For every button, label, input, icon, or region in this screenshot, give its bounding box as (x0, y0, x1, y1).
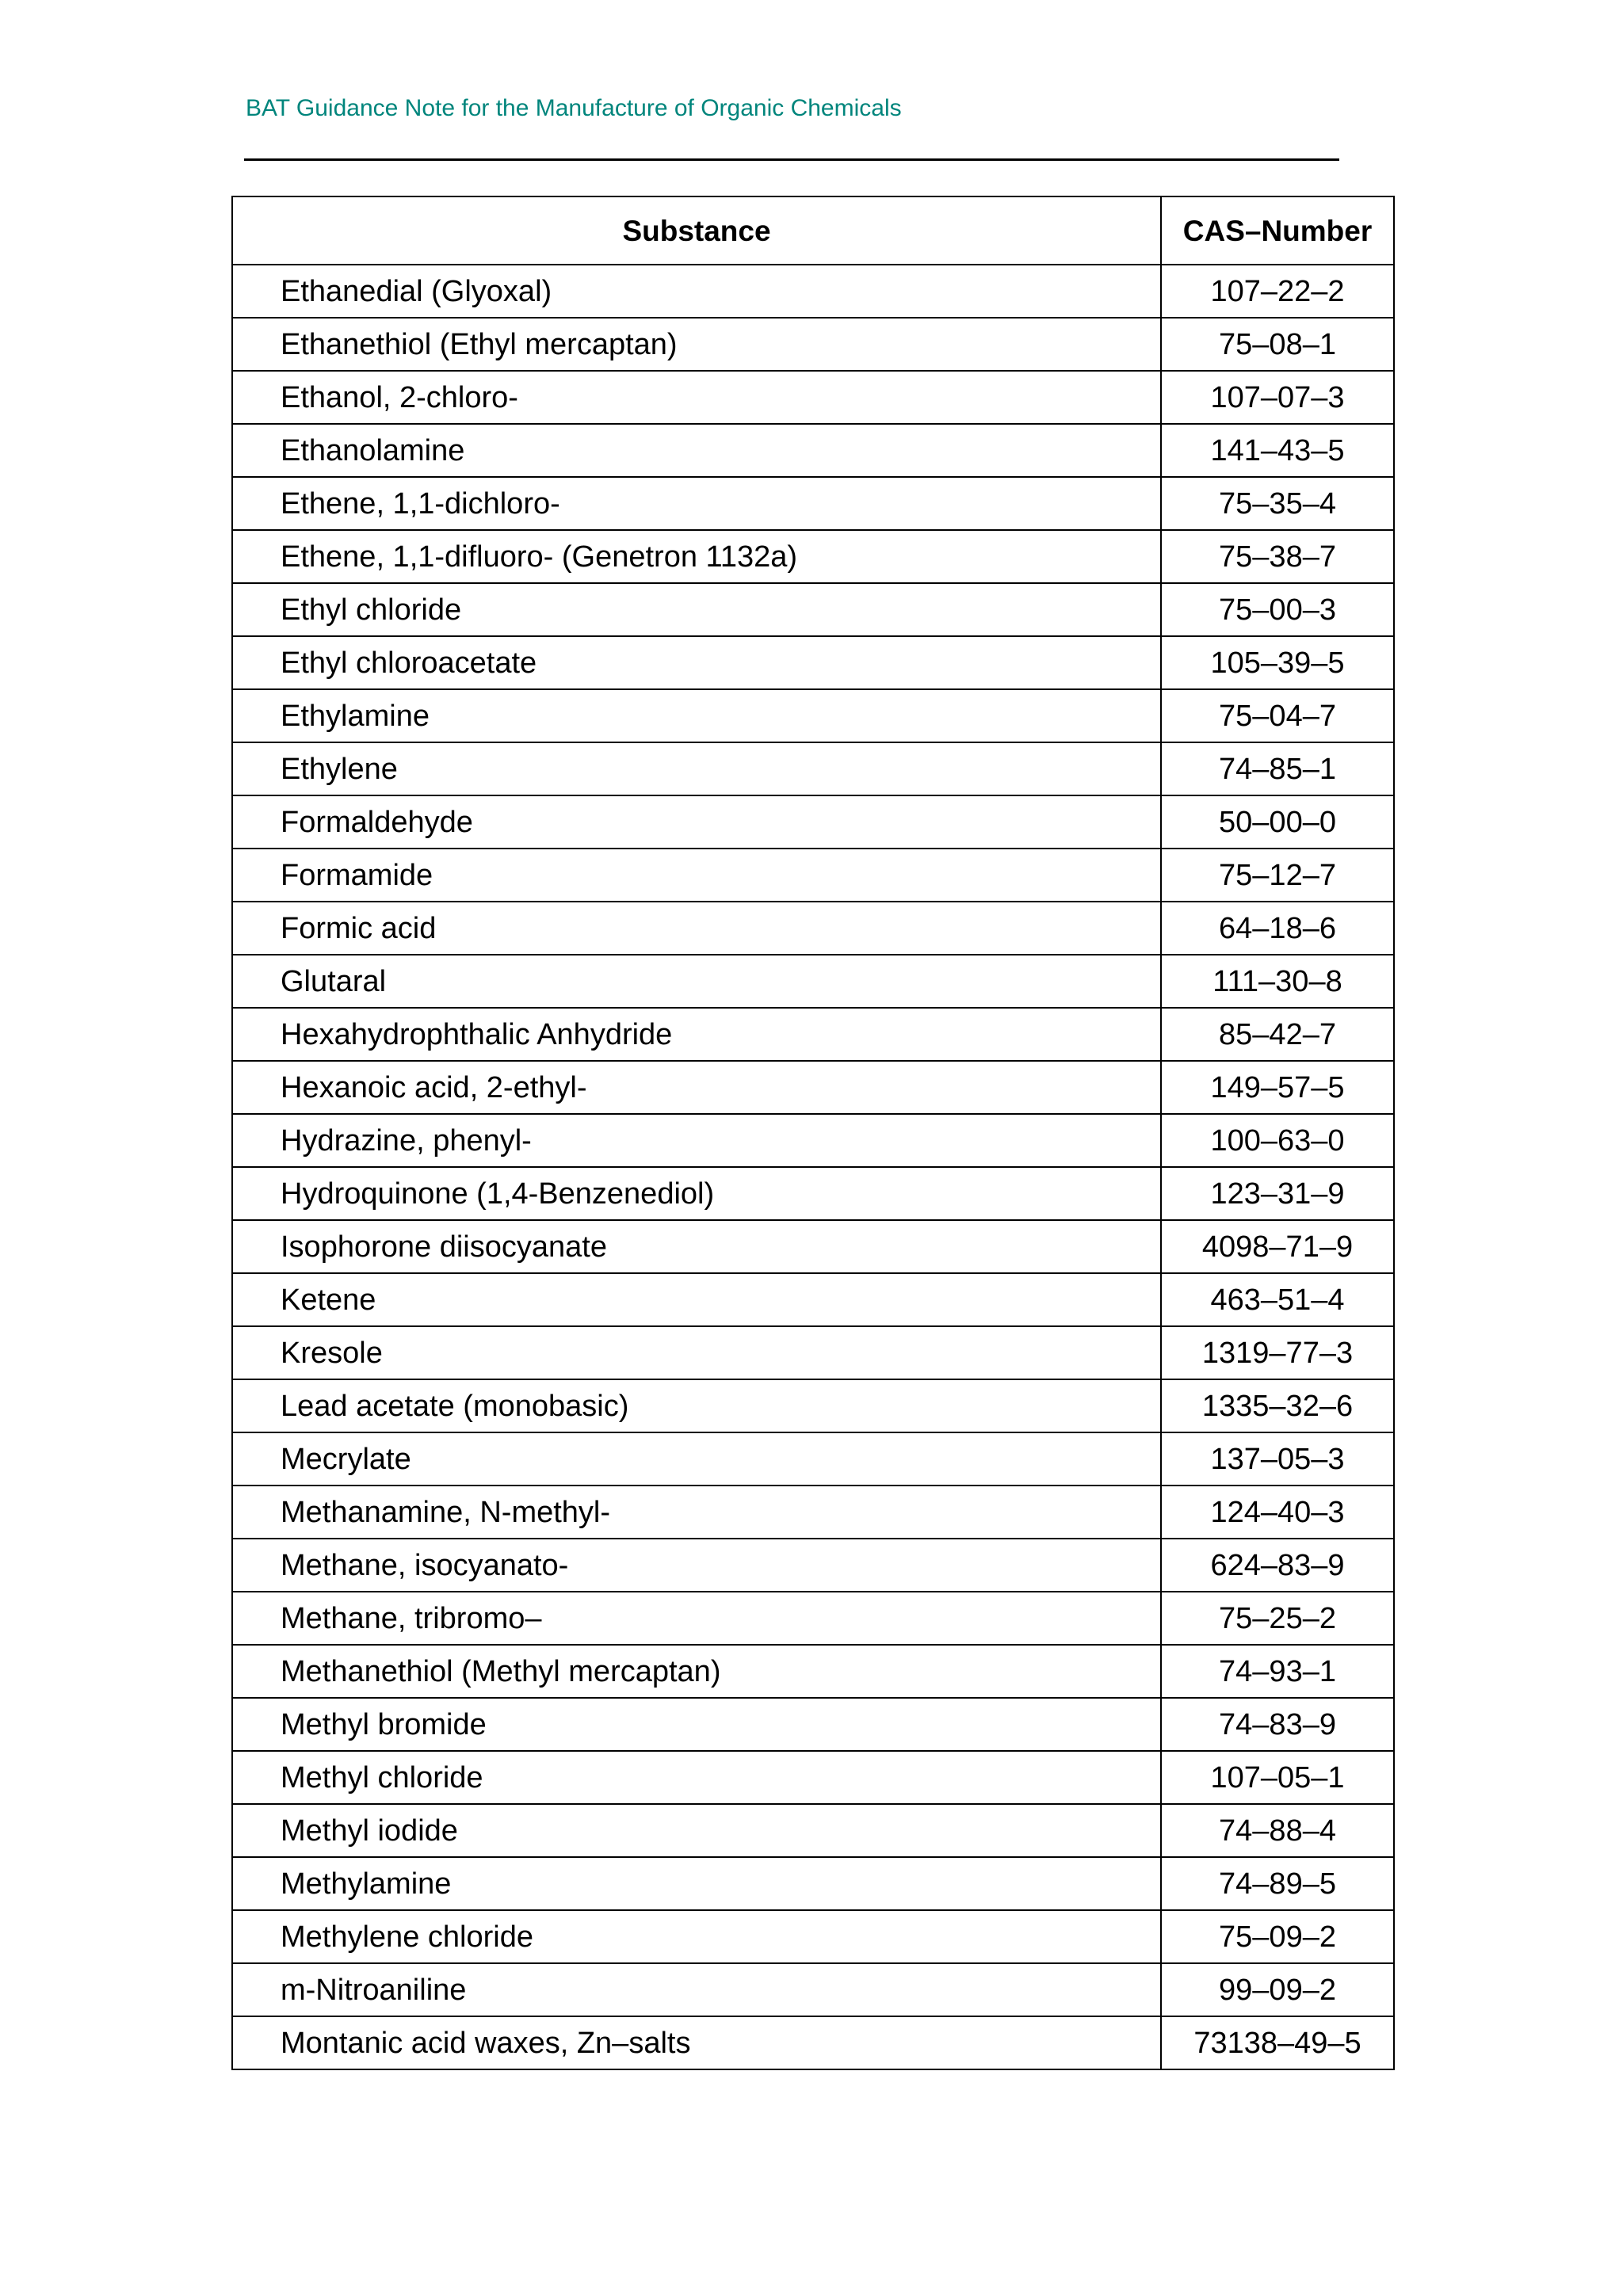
column-header-cas-number: CAS–Number (1161, 196, 1394, 265)
table-row (232, 1114, 1394, 1167)
table-row (232, 265, 1394, 318)
table-row (232, 1592, 1394, 1645)
substance-cell: Hexahydrophthalic Anhydride (232, 1008, 1161, 1061)
table-row (232, 1857, 1394, 1910)
cas-number-cell: 1335–32–6 (1161, 1379, 1394, 1432)
cas-number-cell: 107–05–1 (1161, 1751, 1394, 1804)
table-body (232, 265, 1394, 2069)
table-row (232, 1379, 1394, 1432)
table-row (232, 1910, 1394, 1963)
substance-cell: Methanamine, N-methyl- (232, 1486, 1161, 1539)
cas-number-cell: 4098–71–9 (1161, 1220, 1394, 1273)
substance-cell: Methyl bromide (232, 1698, 1161, 1751)
cas-number-cell: 137–05–3 (1161, 1432, 1394, 1486)
substance-cell: Kresole (232, 1326, 1161, 1379)
cas-number-cell: 75–00–3 (1161, 583, 1394, 636)
table-row (232, 583, 1394, 636)
cas-number-cell: 64–18–6 (1161, 902, 1394, 955)
table-row (232, 371, 1394, 424)
substance-cell: Ethanethiol (Ethyl mercaptan) (232, 318, 1161, 371)
table-row (232, 955, 1394, 1008)
substance-cell: Formic acid (232, 902, 1161, 955)
table-row (232, 1645, 1394, 1698)
table-row (232, 795, 1394, 849)
substance-cell: Mecrylate (232, 1432, 1161, 1486)
table-row (232, 1326, 1394, 1379)
substance-cell: Montanic acid waxes, Zn–salts (232, 2016, 1161, 2069)
cas-number-cell: 75–12–7 (1161, 849, 1394, 902)
table-row (232, 1167, 1394, 1220)
substance-cell: Hydrazine, phenyl- (232, 1114, 1161, 1167)
table-row (232, 1698, 1394, 1751)
substance-cell: Ethanedial (Glyoxal) (232, 265, 1161, 318)
table-row (232, 689, 1394, 742)
substance-cell: Ethylene (232, 742, 1161, 795)
table-row (232, 1963, 1394, 2016)
cas-number-cell: 75–35–4 (1161, 477, 1394, 530)
table-row (232, 1220, 1394, 1273)
cas-number-cell: 85–42–7 (1161, 1008, 1394, 1061)
substance-cell: Ethyl chloride (232, 583, 1161, 636)
substance-cell: Ethanol, 2-chloro- (232, 371, 1161, 424)
substance-cell: Ethene, 1,1-difluoro- (Genetron 1132a) (232, 530, 1161, 583)
column-header-substance: Substance (232, 196, 1161, 265)
table-row (232, 742, 1394, 795)
cas-number-cell: 74–93–1 (1161, 1645, 1394, 1698)
table-row (232, 1273, 1394, 1326)
substance-cell: Methane, tribromo– (232, 1592, 1161, 1645)
cas-number-cell: 105–39–5 (1161, 636, 1394, 689)
substance-cell: Ethylamine (232, 689, 1161, 742)
cas-number-cell: 73138–49–5 (1161, 2016, 1394, 2069)
table-row (232, 424, 1394, 477)
table-row (232, 1008, 1394, 1061)
cas-number-cell: 100–63–0 (1161, 1114, 1394, 1167)
table-row (232, 1061, 1394, 1114)
table-row (232, 1539, 1394, 1592)
cas-number-cell: 75–38–7 (1161, 530, 1394, 583)
substance-cell: Isophorone diisocyanate (232, 1220, 1161, 1273)
substance-cell: Hydroquinone (1,4-Benzenediol) (232, 1167, 1161, 1220)
substance-cell: Methane, isocyanato- (232, 1539, 1161, 1592)
cas-number-cell: 124–40–3 (1161, 1486, 1394, 1539)
substance-cell: Lead acetate (monobasic) (232, 1379, 1161, 1432)
substance-cell: Methanethiol (Methyl mercaptan) (232, 1645, 1161, 1698)
table-row (232, 530, 1394, 583)
table-row (232, 477, 1394, 530)
substance-cell: Hexanoic acid, 2-ethyl- (232, 1061, 1161, 1114)
cas-number-cell: 463–51–4 (1161, 1273, 1394, 1326)
cas-number-cell: 107–22–2 (1161, 265, 1394, 318)
cas-number-cell: 74–88–4 (1161, 1804, 1394, 1857)
substance-cell: Methylene chloride (232, 1910, 1161, 1963)
table-row (232, 1751, 1394, 1804)
header-divider-rule (244, 158, 1339, 161)
substance-cell: Ethyl chloroacetate (232, 636, 1161, 689)
table-row (232, 849, 1394, 902)
cas-number-cell: 141–43–5 (1161, 424, 1394, 477)
table-row (232, 1804, 1394, 1857)
cas-number-cell: 75–25–2 (1161, 1592, 1394, 1645)
substance-cell: Methylamine (232, 1857, 1161, 1910)
substance-cell: Formamide (232, 849, 1161, 902)
table-header-row (232, 196, 1394, 265)
cas-number-cell: 75–08–1 (1161, 318, 1394, 371)
table-row (232, 318, 1394, 371)
table-row (232, 636, 1394, 689)
substance-cell: Ethanolamine (232, 424, 1161, 477)
cas-number-cell: 1319–77–3 (1161, 1326, 1394, 1379)
cas-number-cell: 50–00–0 (1161, 795, 1394, 849)
cas-number-cell: 107–07–3 (1161, 371, 1394, 424)
cas-number-cell: 624–83–9 (1161, 1539, 1394, 1592)
cas-number-cell: 74–89–5 (1161, 1857, 1394, 1910)
substance-cell: Methyl iodide (232, 1804, 1161, 1857)
cas-number-cell: 149–57–5 (1161, 1061, 1394, 1114)
substance-cell: Formaldehyde (232, 795, 1161, 849)
substance-cell: Methyl chloride (232, 1751, 1161, 1804)
cas-number-cell: 74–85–1 (1161, 742, 1394, 795)
substance-cell: m-Nitroaniline (232, 1963, 1161, 2016)
table-row (232, 1432, 1394, 1486)
substance-cell: Ketene (232, 1273, 1161, 1326)
table-row (232, 902, 1394, 955)
cas-number-cell: 75–09–2 (1161, 1910, 1394, 1963)
running-header-title: BAT Guidance Note for the Manufacture of Organic Chemicals (246, 95, 902, 121)
table-row (232, 2016, 1394, 2069)
cas-number-cell: 99–09–2 (1161, 1963, 1394, 2016)
cas-number-cell: 111–30–8 (1161, 955, 1394, 1008)
substance-table-container (231, 196, 1395, 2070)
substance-cell: Ethene, 1,1-dichloro- (232, 477, 1161, 530)
substance-cas-table (231, 196, 1395, 2070)
table-row (232, 1486, 1394, 1539)
substance-cell: Glutaral (232, 955, 1161, 1008)
cas-number-cell: 123–31–9 (1161, 1167, 1394, 1220)
cas-number-cell: 74–83–9 (1161, 1698, 1394, 1751)
cas-number-cell: 75–04–7 (1161, 689, 1394, 742)
